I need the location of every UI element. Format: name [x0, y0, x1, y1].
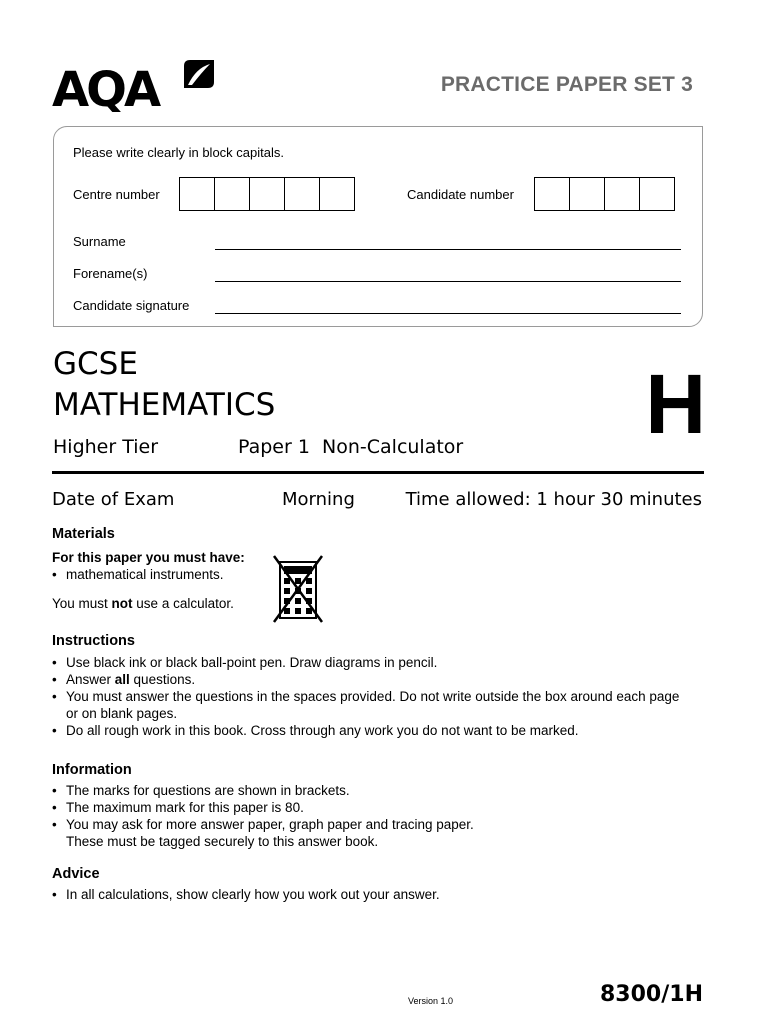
centre-number-label: Centre number: [73, 187, 160, 202]
instruction-item: • Answer all questions.: [52, 671, 692, 688]
surname-line[interactable]: [215, 249, 681, 250]
calculator-rule: You must not use a calculator.: [52, 596, 234, 611]
centre-digit-box[interactable]: [319, 177, 355, 211]
leaf-icon: [184, 60, 214, 88]
signature-label: Candidate signature: [73, 298, 190, 313]
surname-label: Surname: [73, 234, 126, 249]
candidate-digit-box[interactable]: [534, 177, 570, 211]
instruction-item: • Do all rough work in this book. Cross through any work you do not want to be marked.: [52, 722, 692, 739]
aqa-logo-text: AQA: [52, 62, 159, 112]
materials-list: [52, 566, 224, 583]
no-calculator-icon: [270, 554, 326, 624]
forename-line[interactable]: [215, 281, 681, 282]
centre-digit-box[interactable]: [179, 177, 215, 211]
title-divider: [52, 471, 704, 474]
candidate-digit-box[interactable]: [604, 177, 640, 211]
subject-title: MATHEMATICS: [53, 387, 276, 423]
advice-list: [52, 886, 692, 903]
information-item: • The marks for questions are shown in brackets.: [52, 782, 692, 799]
instruction-item: • You must answer the questions in the spaces provided. Do not write outside the box around each page or on blank pages.: [52, 688, 692, 722]
advice-item: • In all calculations, show clearly how you work out your answer.: [52, 886, 692, 903]
time-allowed: Time allowed: 1 hour 30 minutes: [405, 489, 702, 510]
instructions-list: [52, 654, 692, 739]
block-capitals-instruction: Please write clearly in block capitals.: [73, 145, 284, 160]
information-list: [52, 782, 692, 850]
centre-digit-box[interactable]: [249, 177, 285, 211]
centre-digit-box[interactable]: [284, 177, 320, 211]
practice-paper-label: PRACTICE PAPER SET 3: [440, 73, 693, 96]
paper-label: Paper 1 Non-Calculator: [238, 436, 464, 458]
candidate-number-label: Candidate number: [407, 187, 514, 202]
version-label: Version 1.0: [408, 996, 454, 1006]
information-item: • You may ask for more answer paper, graph paper and tracing paper. These must be tagged securely to this answer book.: [52, 816, 692, 850]
forename-label: Forename(s): [73, 266, 148, 281]
information-item: • The maximum mark for this paper is 80.: [52, 799, 692, 816]
candidate-number-boxes[interactable]: [535, 177, 675, 211]
signature-line[interactable]: [215, 313, 681, 314]
materials-heading: Materials: [52, 526, 115, 542]
aqa-logo: [52, 56, 222, 112]
information-heading: Information: [52, 762, 132, 778]
paper-code: 8300/1H: [600, 982, 703, 1007]
centre-digit-box[interactable]: [214, 177, 250, 211]
tier-letter: H: [645, 357, 706, 451]
qualification-title: GCSE: [53, 346, 138, 382]
must-have-label: For this paper you must have:: [52, 550, 245, 565]
centre-number-boxes[interactable]: [180, 177, 355, 211]
candidate-digit-box[interactable]: [639, 177, 675, 211]
instructions-heading: Instructions: [52, 633, 135, 649]
tier-label: Higher Tier: [53, 436, 159, 458]
exam-session: Morning: [282, 489, 355, 510]
candidate-digit-box[interactable]: [569, 177, 605, 211]
materials-item: • mathematical instruments.: [52, 566, 224, 583]
exam-date: Date of Exam: [52, 489, 175, 510]
advice-heading: Advice: [52, 866, 100, 882]
instruction-item: • Use black ink or black ball-point pen. Draw diagrams in pencil.: [52, 654, 692, 671]
